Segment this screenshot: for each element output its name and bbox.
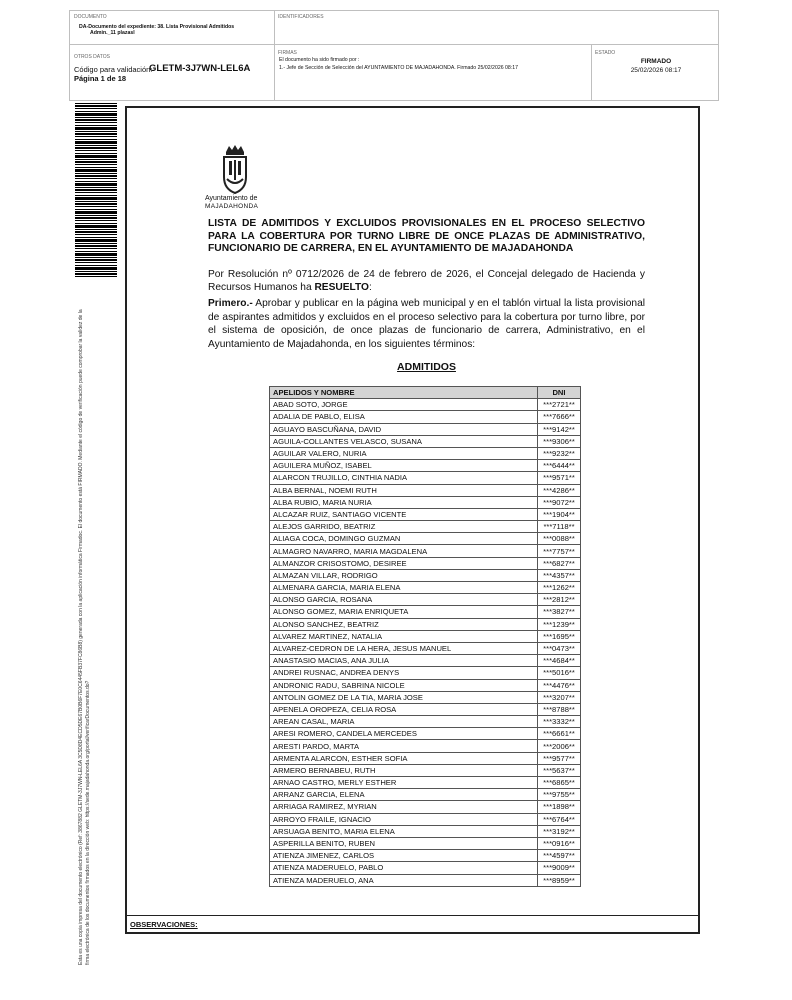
applicant-dni: ***2006** xyxy=(538,740,581,752)
applicant-dni: ***1898** xyxy=(538,801,581,813)
admitidos-table xyxy=(269,386,581,887)
applicant-name: AGUILA-COLLANTES VELASCO, SUSANA xyxy=(270,435,538,447)
logo-line-1: Ayuntamiento de xyxy=(205,195,258,202)
majadahonda-logo xyxy=(205,143,269,211)
table-row xyxy=(270,752,581,764)
applicant-name: ATIENZA JIMENEZ, CARLOS xyxy=(270,850,538,862)
applicant-name: ALMENARA GARCIA, MARIA ELENA xyxy=(270,582,538,594)
coat-of-arms-icon xyxy=(205,143,269,195)
applicant-name: ARESTI PARDO, MARTA xyxy=(270,740,538,752)
applicant-dni: ***1239** xyxy=(538,618,581,630)
applicant-name: ABAD SOTO, JORGE xyxy=(270,399,538,411)
applicant-dni: ***4597** xyxy=(538,850,581,862)
applicant-name: ALVAREZ-CEDRON DE LA HERA, JESUS MANUEL xyxy=(270,642,538,654)
applicant-name: ALBA BERNAL, NOEMI RUTH xyxy=(270,484,538,496)
applicant-name: ALONSO GOMEZ, MARIA ENRIQUETA xyxy=(270,606,538,618)
resuelto-label: RESUELTO xyxy=(314,282,369,293)
table-row xyxy=(270,728,581,740)
table-row xyxy=(270,411,581,423)
applicant-dni: ***7757** xyxy=(538,545,581,557)
applicant-name: ATIENZA MADERUELO, PABLO xyxy=(270,862,538,874)
primero-text: Aprobar y publicar en la página web municipal y en el tablón virtual la lista provisional de aspirantes admitidos y excluidos en el proceso selectivo para la cobertura por turno libre, por el sistema de oposición, de once plazas de funcionario de carrera, Administrativo, en el Ayuntamiento de Majadahonda, en los siguientes términos: xyxy=(208,298,645,350)
table-row xyxy=(270,630,581,642)
applicant-dni: ***9009** xyxy=(538,862,581,874)
side-verification-note: Esta es una copia impresa del documento electrónico (Ref: 3867882 GLETM-3J7WN-LEL6A 3C5D8D4ECD5DE67B0B6F7E0C6445FB37FC86B8) generada con la aplicación informática Firmadoc. El documento está FIRMADO. Mediante el código de verificación puede comprobar la validez de la firma electrónica de los documentos firmados en la dirección web: https://sede.majadahonda.org/portal/verificarDocumentos.do? xyxy=(78,309,91,965)
applicant-dni: ***3332** xyxy=(538,716,581,728)
applicant-name: ARRIAGA RAMIREZ, MYRIAN xyxy=(270,801,538,813)
table-row xyxy=(270,618,581,630)
applicant-name: ARMENTA ALARCON, ESTHER SOFIA xyxy=(270,752,538,764)
applicant-name: ALIAGA COCA, DOMINGO GUZMAN xyxy=(270,533,538,545)
applicant-dni: ***9755** xyxy=(538,789,581,801)
applicant-name: ARROYO FRAILE, IGNACIO xyxy=(270,813,538,825)
table-row xyxy=(270,521,581,533)
table-row xyxy=(270,642,581,654)
applicant-dni: ***7666** xyxy=(538,411,581,423)
applicant-name: ALCAZAR RUIZ, SANTIAGO VICENTE xyxy=(270,508,538,520)
identificadores-label: IDENTIFICADORES xyxy=(278,14,324,20)
resolution-paragraph xyxy=(208,268,645,294)
codigo-value: GLETM-3J7WN-LEL6A xyxy=(149,63,251,74)
applicant-name: AGUILERA MUÑOZ, ISABEL xyxy=(270,460,538,472)
applicant-name: ALVAREZ MARTINEZ, NATALIA xyxy=(270,630,538,642)
applicant-dni: ***6661** xyxy=(538,728,581,740)
table-row xyxy=(270,399,581,411)
table-row xyxy=(270,764,581,776)
table-row xyxy=(270,789,581,801)
documento-label: DOCUMENTO xyxy=(74,14,107,20)
applicant-dni: ***4286** xyxy=(538,484,581,496)
estado-label: ESTADO xyxy=(595,50,616,56)
applicant-dni: ***3827** xyxy=(538,606,581,618)
resolution-text: Por Resolución nº 0712/2026 de 24 de febrero de 2026, el Concejal delegado de Hacienda y Recursos Humanos ha xyxy=(208,269,645,293)
table-header-row xyxy=(270,387,581,399)
table-row xyxy=(270,460,581,472)
applicant-name: ALARCON TRUJILLO, CINTHIA NADIA xyxy=(270,472,538,484)
applicant-name: APENELA OROPEZA, CELIA ROSA xyxy=(270,703,538,715)
estado-value: FIRMADO xyxy=(640,58,672,65)
table-row xyxy=(270,484,581,496)
applicant-name: ARRANZ GARCIA, ELENA xyxy=(270,789,538,801)
table-row xyxy=(270,594,581,606)
applicant-dni: ***6764** xyxy=(538,813,581,825)
observaciones-section xyxy=(125,915,700,934)
table-row xyxy=(270,874,581,886)
firmas-label: FIRMAS xyxy=(278,50,297,56)
logo-line-2: MAJADAHONDA xyxy=(205,203,259,210)
applicant-dni: ***3192** xyxy=(538,825,581,837)
table-row xyxy=(270,655,581,667)
firmas-text-1: El documento ha sido firmado por : xyxy=(279,57,360,63)
applicant-name: AGUILAR VALERO, NURIA xyxy=(270,447,538,459)
applicant-name: ARSUAGA BENITO, MARIA ELENA xyxy=(270,825,538,837)
header-otros-datos-box xyxy=(69,44,275,101)
table-row xyxy=(270,813,581,825)
table-row xyxy=(270,825,581,837)
applicant-name: ARNAO CASTRO, MERLY ESTHER xyxy=(270,777,538,789)
documento-text-2: Admin._11 plazasl xyxy=(90,30,135,36)
applicant-dni: ***5016** xyxy=(538,667,581,679)
table-row xyxy=(270,569,581,581)
firmas-text-2: 1.- Jefe de Sección de Selección del AYUNTAMIENTO DE MAJADAHONDA. Firmado 25/02/2026 08:17 xyxy=(279,65,519,71)
applicant-dni: ***0916** xyxy=(538,837,581,849)
primero-paragraph xyxy=(208,297,645,351)
applicant-dni: ***1695** xyxy=(538,630,581,642)
table-row xyxy=(270,508,581,520)
applicant-dni: ***5637** xyxy=(538,764,581,776)
codigo-label: Código para validación: xyxy=(74,65,153,74)
header-documento-box xyxy=(69,10,275,45)
applicant-dni: ***8788** xyxy=(538,703,581,715)
table-row xyxy=(270,435,581,447)
applicant-dni: ***6865** xyxy=(538,777,581,789)
column-header-dni: DNI xyxy=(538,387,581,399)
table-row xyxy=(270,667,581,679)
estado-date: 25/02/2026 08:17 xyxy=(630,67,682,74)
table-row xyxy=(270,716,581,728)
table-row xyxy=(270,703,581,715)
applicant-name: ALBA RUBIO, MARIA NURIA xyxy=(270,496,538,508)
applicant-name: ALMAZAN VILLAR, RODRIGO xyxy=(270,569,538,581)
applicant-dni: ***9072** xyxy=(538,496,581,508)
table-row xyxy=(270,850,581,862)
applicant-name: ADALIA DE PABLO, ELISA xyxy=(270,411,538,423)
barcode xyxy=(75,103,117,278)
applicant-dni: ***2812** xyxy=(538,594,581,606)
table-row xyxy=(270,862,581,874)
applicant-dni: ***9306** xyxy=(538,435,581,447)
table-row xyxy=(270,533,581,545)
table-row xyxy=(270,837,581,849)
applicant-name: ANDRONIC RADU, SABRINA NICOLE xyxy=(270,679,538,691)
applicant-dni: ***9142** xyxy=(538,423,581,435)
applicant-dni: ***6444** xyxy=(538,460,581,472)
table-row xyxy=(270,777,581,789)
table-row xyxy=(270,679,581,691)
applicant-dni: ***9571** xyxy=(538,472,581,484)
applicant-name: ALMANZOR CRISOSTOMO, DESIREE xyxy=(270,557,538,569)
table-row xyxy=(270,582,581,594)
applicant-name: ANDREI RUSNAC, ANDREA DENYS xyxy=(270,667,538,679)
table-row xyxy=(270,801,581,813)
table-row xyxy=(270,496,581,508)
page-number: Página 1 de 18 xyxy=(74,74,127,83)
column-header-name: APELIDOS Y NOMBRE xyxy=(270,387,538,399)
documento-text-1: DA-Documento del expediente: 38. Lista Provisional Admitidos xyxy=(79,24,235,30)
otros-datos-label: OTROS DATOS xyxy=(74,54,110,60)
observaciones-label: OBSERVACIONES: xyxy=(130,920,198,929)
document-title: LISTA DE ADMITIDOS Y EXCLUIDOS PROVISIONALES EN EL PROCESO SELECTIVO PARA LA COBERTURA POR TURNO LIBRE DE ONCE PLAZAS DE ADMINISTRATIVO, FUNCIONARIO DE CARRERA, EN EL AYUNTAMIENTO DE MAJADAHONDA xyxy=(208,218,645,254)
table-row xyxy=(270,557,581,569)
applicant-dni: ***1262** xyxy=(538,582,581,594)
applicant-name: ALEJOS GARRIDO, BEATRIZ xyxy=(270,521,538,533)
applicant-name: ALONSO GARCIA, ROSANA xyxy=(270,594,538,606)
applicant-name: ANASTASIO MACIAS, ANA JULIA xyxy=(270,655,538,667)
applicant-dni: ***2721** xyxy=(538,399,581,411)
table-row xyxy=(270,606,581,618)
applicant-name: ARESI ROMERO, CANDELA MERCEDES xyxy=(270,728,538,740)
applicant-dni: ***0473** xyxy=(538,642,581,654)
table-row xyxy=(270,447,581,459)
applicant-dni: ***6827** xyxy=(538,557,581,569)
applicant-name: ALONSO SANCHEZ, BEATRIZ xyxy=(270,618,538,630)
applicant-name: ANTOLIN GOMEZ DE LA TIA, MARIA JOSE xyxy=(270,691,538,703)
applicant-name: ARMERO BERNABEU, RUTH xyxy=(270,764,538,776)
resolution-colon: : xyxy=(368,282,372,293)
header-firmas-box xyxy=(274,44,592,101)
applicant-dni: ***4684** xyxy=(538,655,581,667)
applicant-name: AGUAYO BASCUÑANA, DAVID xyxy=(270,423,538,435)
header-estado-box xyxy=(591,44,719,101)
applicant-name: ASPERILLA BENITO, RUBEN xyxy=(270,837,538,849)
applicant-name: AREAN CASAL, MARIA xyxy=(270,716,538,728)
applicant-dni: ***0088** xyxy=(538,533,581,545)
applicant-dni: ***7118** xyxy=(538,521,581,533)
table-row xyxy=(270,740,581,752)
applicant-dni: ***8959** xyxy=(538,874,581,886)
applicant-name: ATIENZA MADERUELO, ANA xyxy=(270,874,538,886)
primero-label: Primero.- xyxy=(208,298,253,309)
applicant-dni: ***9577** xyxy=(538,752,581,764)
applicant-dni: ***4476** xyxy=(538,679,581,691)
applicant-dni: ***1904** xyxy=(538,508,581,520)
applicant-dni: ***3207** xyxy=(538,691,581,703)
table-row xyxy=(270,691,581,703)
table-row xyxy=(270,423,581,435)
admitidos-heading: ADMITIDOS xyxy=(397,361,456,373)
applicant-dni: ***4357** xyxy=(538,569,581,581)
header-identificadores-box xyxy=(274,10,719,45)
admitidos-table-body xyxy=(270,399,581,887)
applicant-name: ALMAGRO NAVARRO, MARIA MAGDALENA xyxy=(270,545,538,557)
table-row xyxy=(270,472,581,484)
applicant-dni: ***9232** xyxy=(538,447,581,459)
table-row xyxy=(270,545,581,557)
